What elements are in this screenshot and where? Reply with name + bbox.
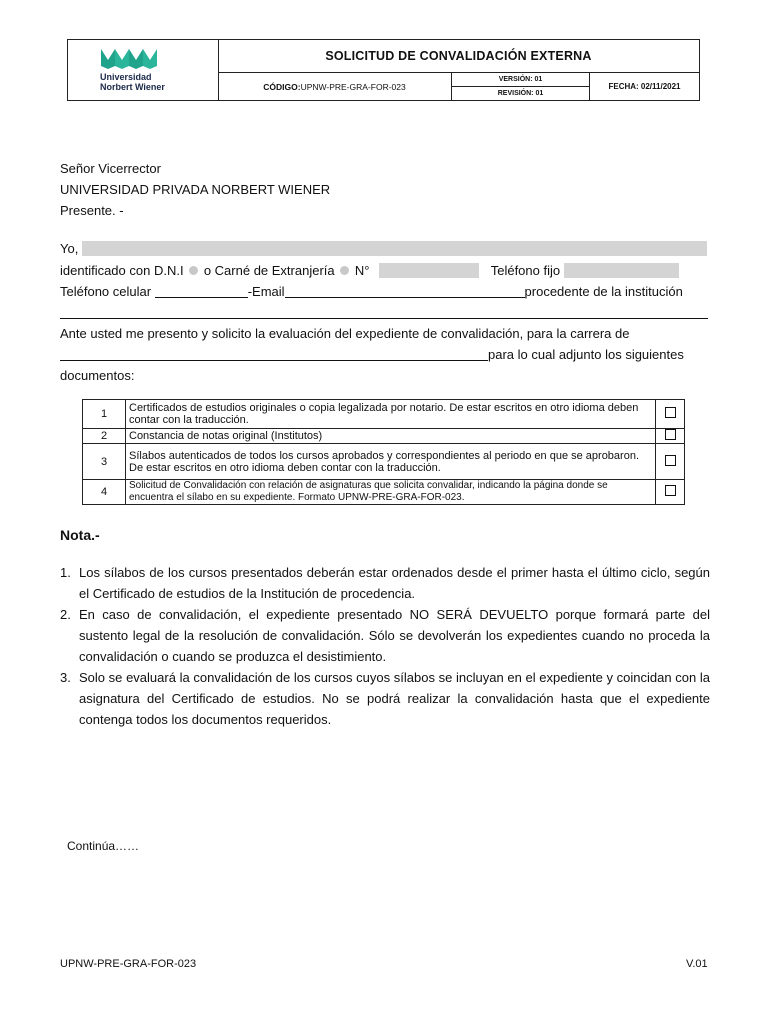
revision-cell: REVISIÓN: 01 [452,87,590,100]
documents-table [82,399,685,505]
career-field[interactable] [60,347,488,361]
id-row [60,263,679,278]
item-text: Los sílabos de los cursos presentados deberán estar ordenados desde el primer hasta el último ciclo, según el Certificado de estudios de la Institución de procedencia. [79,565,710,601]
list-item [60,667,710,730]
doc-text: Solicitud de Convalidación con relación de asignaturas que solicita convalidar, indicando la página donde se encuentra el sílabo en su expediente. Formato UPNW-PRE-GRA-FOR-023. [126,480,656,505]
document-title: SOLICITUD DE CONVALIDACIÓN EXTERNA [218,40,699,73]
request-line: Ante usted me presento y solicito la evaluación del expediente de convalidación, para la carrera de [60,326,630,341]
nota-title: Nota.- [60,527,100,543]
doc-checkbox-cell [656,444,685,480]
salutation-line-2: UNIVERSIDAD PRIVADA NORBERT WIENER [60,182,331,197]
logo-line-2: Norbert Wiener [100,82,165,92]
checkbox-icon[interactable] [665,485,676,496]
doc-text: Sílabos autenticados de todos los cursos aprobados y correspondientes al periodo en que se aprobaron. De estar escritos en otro idioma deben contar con la traducción. [126,444,656,480]
table-row [83,429,685,444]
checkbox-icon[interactable] [665,429,676,440]
doc-text: Certificados de estudios originales o copia legalizada por notario. De estar escritos en otro idioma deben contar con la traducción. [126,400,656,429]
code-value: UPNW-PRE-GRA-FOR-023 [300,81,406,92]
doc-checkbox-cell [656,400,685,429]
item-text: En caso de convalidación, el expediente presentado NO SERÁ DEVUELTO porque formará parte del sustento legal de la resolución de convalidación. Sólo se devolverán los expedientes cuando no proceda la convalidación o cuando se produzca el desistimiento. [79,607,710,664]
item-text: Solo se evaluará la convalidación de los cursos cuyos sílabos se incluyan en el expediente y coincidan con la asignatura del Certificado de estudios. No se podrá realizar la convalidación hasta que el expediente contenga todos los documentos requeridos. [79,670,710,727]
phone-field[interactable] [564,263,679,278]
attach-label: para lo cual adjunto los siguientes [488,347,684,362]
dni-radio[interactable] [189,266,198,275]
doc-number: 4 [83,480,126,505]
institution-label: procedente de la institución [524,284,683,299]
date-cell: FECHA: 02/11/2021 [608,82,681,91]
number-label: N° [354,263,370,278]
contact-row [60,284,683,299]
checkbox-icon[interactable] [665,407,676,418]
item-number: 2. [60,607,71,622]
documents-label: documentos: [60,368,135,383]
footer-version: V.01 [686,958,708,970]
doc-number: 1 [83,400,126,429]
logo-cell [68,40,219,100]
list-item [60,562,710,604]
list-item [60,604,710,667]
document-code [218,73,452,100]
continue-label: Continúa…… [67,839,140,853]
logo-wordmark [100,72,165,92]
nota-list [60,562,710,730]
institution-row [60,305,708,320]
doc-checkbox-cell [656,429,685,444]
email-label: -Email [247,284,285,299]
email-field[interactable] [285,284,525,298]
checkbox-icon[interactable] [665,455,676,466]
document-header [67,39,700,101]
carne-radio[interactable] [340,266,349,275]
item-number: 3. [60,670,71,685]
doc-text: Constancia de notas original (Institutos) [126,429,656,444]
name-row [60,241,707,256]
footer-code: UPNW-PRE-GRA-FOR-023 [60,958,197,970]
dni-label: identificado con D.N.I [60,263,184,278]
doc-checkbox-cell [656,480,685,505]
salutation-line-1: Señor Vicerrector [60,161,161,176]
table-row [83,400,685,429]
phone-label: Teléfono fijo [490,263,561,278]
code-label: CÓDIGO: [263,81,301,92]
university-logo-icon [100,46,158,70]
institution-field[interactable] [60,305,708,319]
doc-number: 3 [83,444,126,480]
id-number-field[interactable] [379,263,479,278]
salutation-line-3: Presente. - [60,203,124,218]
career-row [60,347,684,362]
carne-label: o Carné de Extranjería [203,263,335,278]
yo-label: Yo, [60,241,79,256]
table-row [83,480,685,505]
doc-number: 2 [83,429,126,444]
mobile-label: Teléfono celular [60,284,152,299]
name-field[interactable] [82,241,707,256]
version-cell: VERSIÓN: 01 [452,73,590,87]
logo-line-1: Universidad [100,72,152,82]
item-number: 1. [60,565,71,580]
table-row [83,444,685,480]
mobile-field[interactable] [155,284,248,298]
